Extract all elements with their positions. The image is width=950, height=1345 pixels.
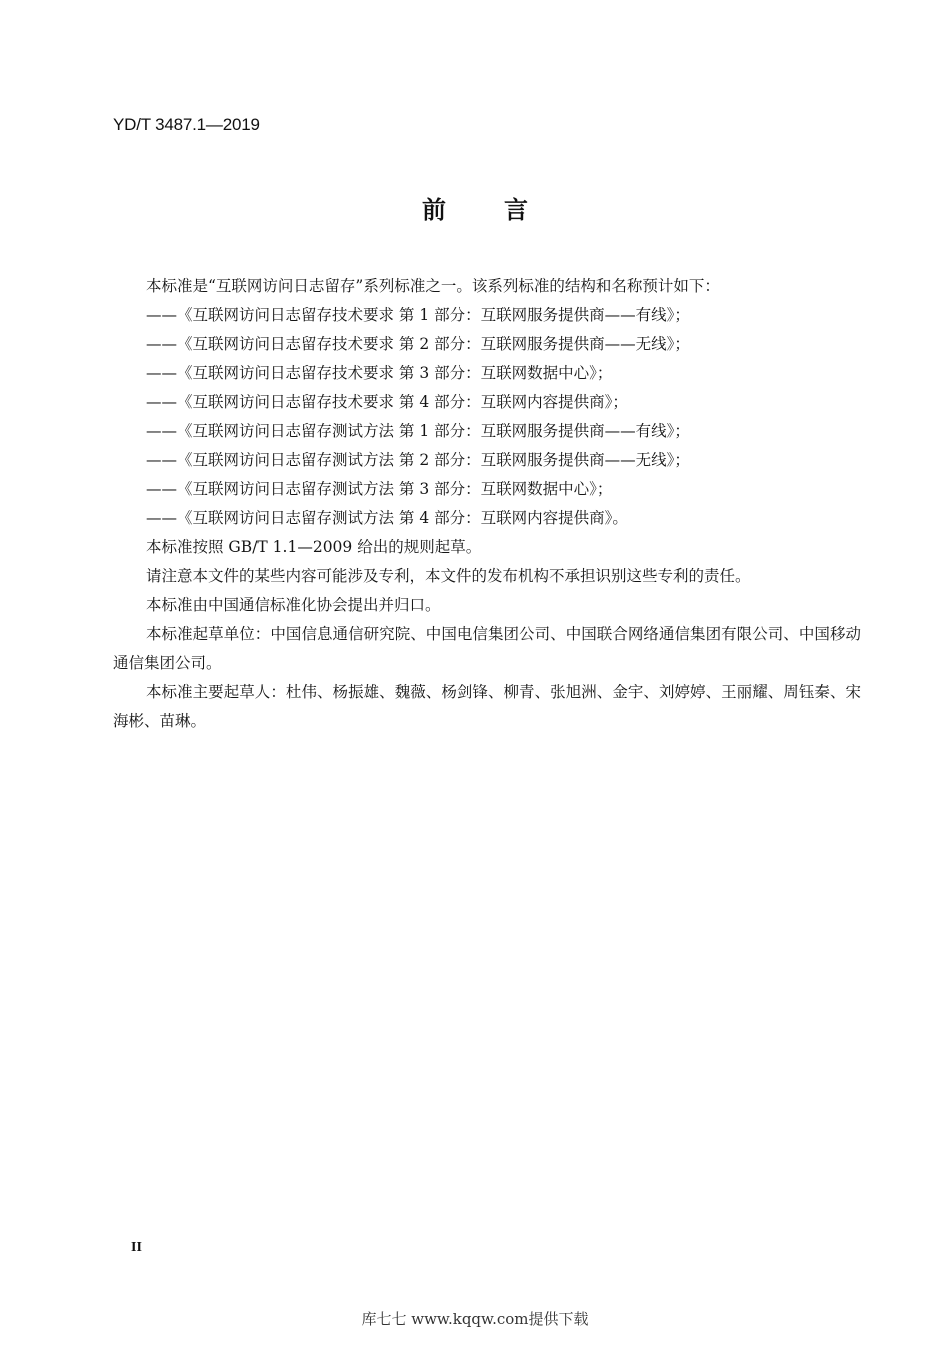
title-char-1: 前 [422,196,446,224]
standard-code: YD/T 3487.1—2019 [113,115,260,134]
series-list-item: ——《互联网访问日志留存技术要求 第 2 部分：互联网服务提供商——无线》； [146,335,690,353]
proposer-paragraph: 本标准由中国通信标准化协会提出并归口。 [146,596,441,614]
series-list-item: ——《互联网访问日志留存测试方法 第 2 部分：互联网服务提供商——无线》； [146,451,690,469]
series-list [113,301,861,533]
patent-notice-paragraph: 请注意本文件的某些内容可能涉及专利，本文件的发布机构不承担识别这些专利的责任。 [146,567,751,585]
series-list-item: ——《互联网访问日志留存测试方法 第 3 部分：互联网数据中心》； [146,480,613,498]
page-title [0,190,950,225]
drafters-paragraph: 本标准主要起草人：杜伟、杨振雄、魏薇、杨剑锋、柳青、张旭洲、金宇、刘婷婷、王丽耀、周钰秦、宋海彬、苗琳。 [113,683,861,730]
foreword-body [113,272,861,736]
drafting-units-paragraph: 本标准起草单位：中国信息通信研究院、中国电信集团公司、中国联合网络通信集团有限公司、中国移动通信集团公司。 [113,625,861,672]
series-list-item: ——《互联网访问日志留存技术要求 第 4 部分：互联网内容提供商》； [146,393,628,411]
intro-paragraph: 本标准是“互联网访问日志留存”系列标准之一。该系列标准的结构和名称预计如下： [146,277,720,295]
page-number: II [131,1240,142,1255]
series-list-item: ——《互联网访问日志留存技术要求 第 1 部分：互联网服务提供商——有线》； [146,306,690,324]
series-list-item: ——《互联网访问日志留存测试方法 第 1 部分：互联网服务提供商——有线》； [146,422,690,440]
series-list-item: ——《互联网访问日志留存测试方法 第 4 部分：互联网内容提供商》。 [146,509,628,527]
title-char-2: 言 [504,196,528,224]
series-list-item: ——《互联网访问日志留存技术要求 第 3 部分：互联网数据中心》； [146,364,613,382]
drafting-rules-paragraph: 本标准按照 GB/T 1.1—2009 给出的规则起草。 [146,538,482,556]
download-watermark: 库七七 www.kqqw.com提供下载 [361,1310,589,1328]
